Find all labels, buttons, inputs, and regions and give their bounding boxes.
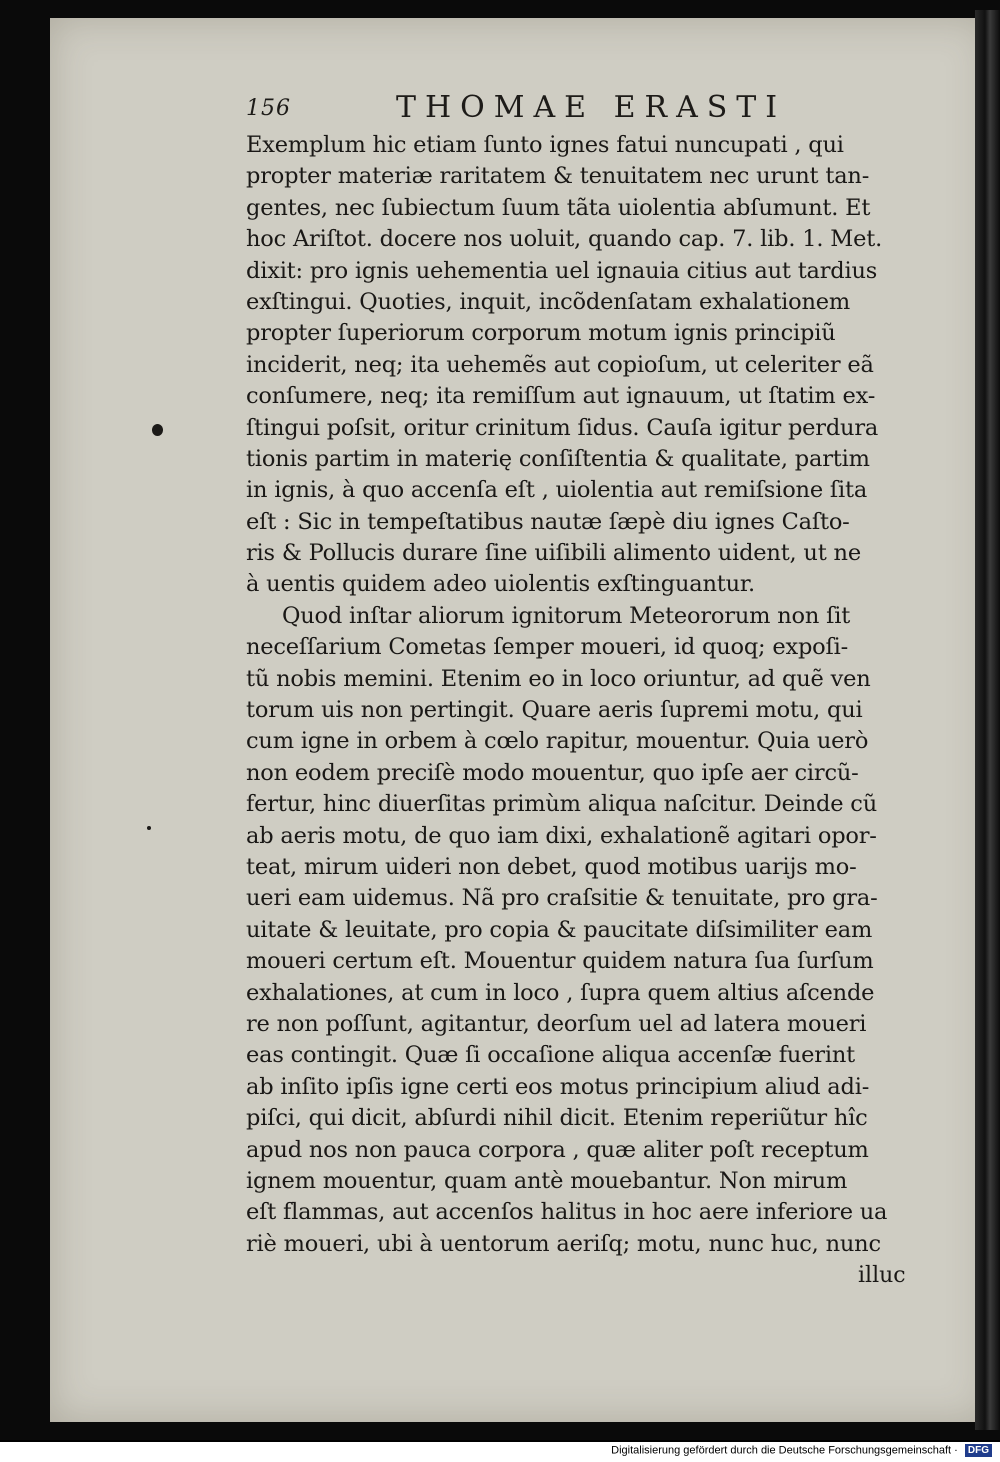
text-line: eas contingit. Quæ ſi occaſione aliqua accenſæ fuerint bbox=[246, 1042, 855, 1069]
text-line: in ignis, à quo accenſa eſt , uiolentia aut remiſsione ſita bbox=[246, 477, 868, 504]
funding-credit-text: Digitalisierung gefördert durch die Deutsche Forschungsgemeinschaft · bbox=[611, 1444, 958, 1457]
ink-speck bbox=[147, 826, 151, 830]
running-title: THOMAE ERASTI bbox=[396, 90, 787, 125]
text-line: re non poſſunt, agitantur, deorſum uel ad latera moueri bbox=[246, 1010, 867, 1037]
text-line: uitate & leuitate, pro copia & paucitate diſsimiliter eam bbox=[246, 916, 873, 943]
text-line: tionis partim in materię conſiſtentia & qualitate, partim bbox=[246, 445, 870, 472]
text-line: conſumere, neq; ita remiſſum aut ignauum, ut ſtatim ex- bbox=[246, 383, 876, 410]
text-line: ab inſito ipſis igne certi eos motus principium aliud adi- bbox=[246, 1073, 870, 1100]
dfg-logo: DFG bbox=[965, 1444, 992, 1457]
text-line: torum uis non pertingit. Quare aeris ſupremi motu, qui bbox=[246, 697, 863, 724]
text-line: à uentis quidem adeo uiolentis exſtinguantur. bbox=[246, 571, 755, 598]
text-line: hoc Ariſtot. docere nos uoluit, quando cap. 7. lib. 1. Met. bbox=[246, 226, 883, 253]
text-line: propter materiæ raritatem & tenuitatem nec urunt tan- bbox=[246, 163, 870, 190]
funding-credit bbox=[611, 1444, 992, 1457]
text-line: fertur, hinc diuerſitas primùm aliqua naſcitur. Deinde cũ bbox=[246, 791, 877, 818]
body-text bbox=[246, 130, 926, 1260]
text-line: propter ſuperiorum corporum motum ignis principiũ bbox=[246, 320, 836, 347]
text-line: moueri certum eſt. Mouentur quidem natura ſua ſurſum bbox=[246, 948, 874, 975]
page-edge bbox=[975, 10, 1000, 1430]
text-line: cum igne in orbem à cœlo rapitur, mouentur. Quia uerò bbox=[246, 728, 869, 755]
text-line: gentes, nec ſubiectum ſuum tãta uiolentia abſumunt. Et bbox=[246, 194, 871, 221]
text-line: eſt : Sic in tempeſtatibus nautæ ſæpè diu ignes Caſto- bbox=[246, 508, 850, 535]
text-line: exſtingui. Quoties, inquit, incõdenſatam exhalationem bbox=[246, 288, 851, 315]
text-line: non eodem preciſè modo mouentur, quo ipſe aer circũ- bbox=[246, 759, 859, 786]
text-line: piſci, qui dicit, abſurdi nihil dicit. Etenim reperiũtur hîc bbox=[246, 1105, 868, 1132]
text-line: apud nos non pauca corpora , quæ aliter poſt receptum bbox=[246, 1136, 869, 1163]
text-line: inciderit, neq; ita uehemẽs aut copioſum, ut celeriter eã bbox=[246, 351, 874, 378]
text-line: ignem mouentur, quam antè mouebantur. Non mirum bbox=[246, 1167, 848, 1194]
text-line: ueri eam uidemus. Nã pro craſsitie & tenuitate, pro gra- bbox=[246, 885, 878, 912]
text-line: exhalationes, at cum in loco , ſupra quem altius aſcende bbox=[246, 979, 875, 1006]
running-head bbox=[246, 90, 806, 124]
text-line: riè moueri, ubi à uentorum aeriſq; motu, nunc huc, nunc bbox=[246, 1230, 881, 1257]
text-line: ſtingui poſsit, oritur crinitum ſidus. Cauſa igitur perdura bbox=[246, 414, 879, 441]
text-line: eſt flammas, aut accenſos halitus in hoc aere inferiore ua bbox=[246, 1199, 888, 1226]
text-line: ab aeris motu, de quo iam dixi, exhalationẽ agitari opor- bbox=[246, 822, 877, 849]
text-line: Exemplum hic etiam ſunto ignes fatui nuncupati , qui bbox=[246, 132, 844, 158]
text-line: teat, mirum uideri non debet, quod motibus uarijs mo- bbox=[246, 853, 857, 880]
text-line: ris & Pollucis durare ſine uiſibili alimento uident, ut ne bbox=[246, 540, 861, 567]
text-line: tũ nobis memini. Etenim eo in loco oriuntur, ad quẽ ven bbox=[246, 665, 871, 692]
catchword: illuc bbox=[858, 1263, 906, 1288]
text-line: dixit: pro ignis uehementia uel ignauia citius aut tardius bbox=[246, 257, 878, 284]
paragraph-start-line: Quod inſtar aliorum ignitorum Meteororum non ſit bbox=[282, 602, 851, 629]
text-line: neceſſarium Cometas ſemper moueri, id quoq; expoſi- bbox=[246, 634, 849, 661]
page-number: 156 bbox=[246, 96, 291, 121]
ink-spot bbox=[152, 424, 163, 436]
footer-bar bbox=[0, 1442, 1000, 1462]
